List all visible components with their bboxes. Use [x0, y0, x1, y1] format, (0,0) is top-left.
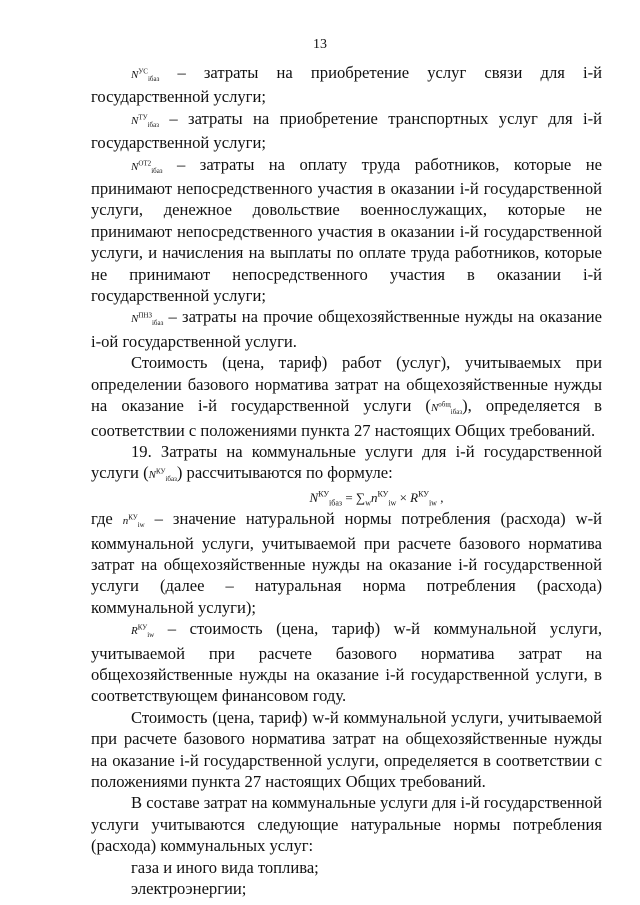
symbol-n-obshch: $N^{общ}_{iбаз}$: [430, 400, 463, 417]
paragraph-communication-costs: [91, 62, 602, 108]
paragraph-text: – затраты на приобретение транспортных услуг для i-й государственной услуги;: [91, 108, 602, 153]
symbol-n-ku: $N^{КУ}_{iбаз}$: [148, 467, 177, 484]
paragraph-text: – затраты на приобретение услуг связи для i-й государственной услуги;: [91, 63, 602, 107]
paragraph-other-costs: [91, 306, 602, 352]
paragraph-transport-costs: [91, 108, 602, 154]
paragraph-natural-norm: где $n^{КУ}_{iw}$ – значение натуральной нормы потребления (расхода) w-й коммунальной услуги, учитываемой при расчете базового норматива затрат на общехозяйственные нужды на оказание i-й государственной услуги (далее – натуральная норма потребления (расхода) коммунальной услуги);: [91, 509, 602, 617]
paragraph-tariff-definition: Стоимость (цена, тариф) w-й коммунальной услуги, учитываемой при расчете базового норматива затрат на общехозяйственные нужды на оказание i-й государственной услуги, определяется в соответствии с положениями пункта 27 настоящих Общих требований.: [91, 707, 602, 791]
paragraph-text: – затраты на прочие общехозяйственные нужды на оказание i-ой государственной услуги.: [91, 307, 602, 351]
symbol-n-ot2: $N^{ОТ2}_{iбаз}$: [131, 158, 163, 175]
paragraph-labor-costs: [91, 154, 602, 307]
symbol-n-tu: $N^{ТУ}_{iбаз}$: [131, 113, 159, 129]
list-item-gas: газа и иного вида топлива;: [131, 857, 319, 877]
paragraph-utility-costs: 19. Затраты на коммунальные услуги для i-й государственной услуги $(N^{КУ}_{iбаз})$ рассчитываются по формуле:: [91, 441, 602, 484]
symbol-r-ku: $R^{КУ}_{iw}$: [131, 623, 155, 640]
symbol-n-piz: $N^{ПНЗ}_{iбаз}$: [131, 311, 164, 328]
paragraph-cost-definition: Стоимость (цена, тариф) работ (услуг), учитываемых при определении базового норматива затрат на общехозяйственные нужды на оказание i-й государственной услуги $(N^{общ}_{iбаз})$, определяется в соответствии с положениями пункта 27 настоящих Общих требований.: [91, 353, 602, 440]
utility-cost-formula: $N^{КУ}_{iбаз} = \sum_wn^{КУ}_{iw} \times R^{КУ}_{iw}$ ,: [309, 489, 444, 508]
symbol-n-us: $N^{УС}_{iбаз}$: [131, 67, 160, 84]
page-number: 13: [313, 37, 327, 52]
document-body: [91, 62, 602, 899]
list-item-electricity: электроэнергии;: [131, 879, 247, 899]
paragraph-tariff: $R^{КУ}_{iw}$ – стоимость (цена, тариф) w-й коммунальной услуги, учитываемой при расчете базового норматива затрат на общехозяйственные нужды на оказание i-й государственной услуги, в соответствующем финансовом году.: [91, 619, 602, 706]
paragraph-norms-list-intro: В составе затрат на коммунальные услуги для i-й государственной услуги учитываются следующие натуральные нормы потребления (расхода) коммунальных услуг:: [91, 793, 602, 856]
symbol-n-small-ku: $n^{КУ}_{iw}$: [122, 513, 145, 530]
paragraph-text: – затраты на оплату труда работников, которые не принимают непосредственного участия в оказании i-й государственной услуги, денежное довольствие военнослужащих, которые не принимают непосредственного участия в оказании i-й государственной услуги, и начисления на выплаты по оплате труда работников, которые не принимают непосредственного участия в оказании i-й государственной услуги;: [91, 154, 602, 306]
